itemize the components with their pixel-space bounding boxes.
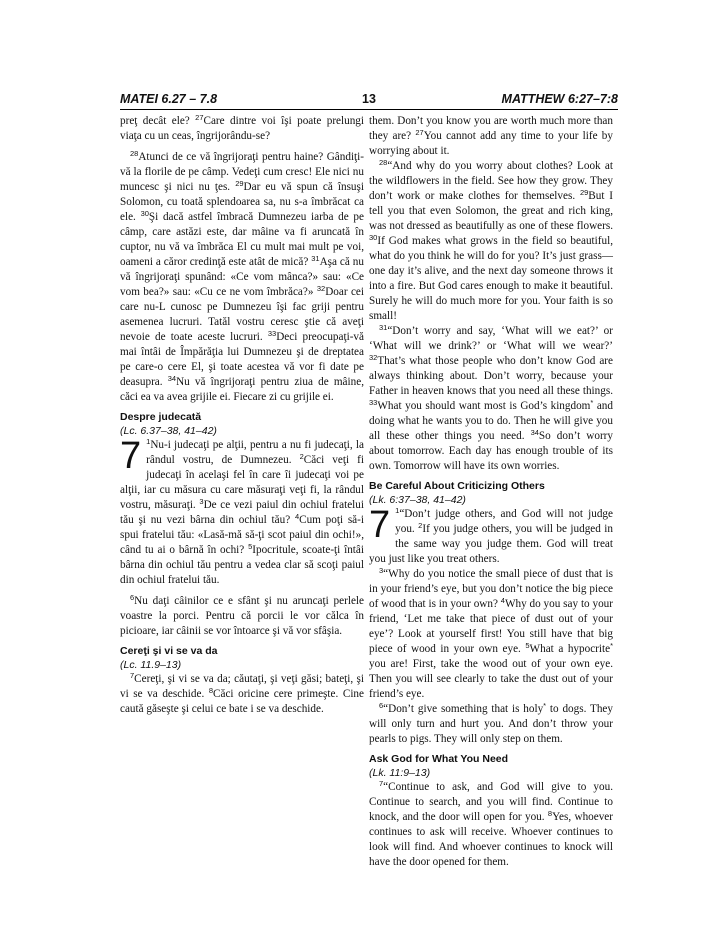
header-right: MATTHEW 6:27–7:8 (501, 92, 618, 106)
paragraph: $^6$“Don’t give something that is holy* to dogs. They will only turn and hurt you. And don’t throw your pearls to pigs. They will only step on them. (369, 701, 613, 745)
verse-number: 7 (379, 779, 384, 788)
verse-number: 27 (415, 128, 424, 137)
column-english (369, 114, 613, 870)
paragraph: them. Don’t you know you are worth much more than they are? $^{27}$You cannot add any time to your life by worrying about it. (369, 115, 613, 157)
paragraph: $^6$Nu daţi câinilor ce e sfânt şi nu aruncaţi perlele voastre la porci. Pentru că porcii le vor călca în picioare, iar câinii se vor întoarce şi vă vor sfâşia. (120, 593, 364, 637)
cross-reference: (Lk. 6:37–38, 41–42) (369, 494, 466, 506)
verse-number: 30 (140, 209, 149, 218)
verse-number: 3 (199, 497, 204, 506)
cross-reference: (Lc. 11.9–13) (120, 659, 182, 671)
glossary-mark: * (590, 398, 594, 407)
section-heading: Cereţi şi vi se va da (120, 645, 218, 657)
paragraph: $^{28}$“And why do you worry about clothes? Look at the wildflowers in the field. See how they grow. They don’t work or make clothes for themselves. $^{29}$But I tell you that even Solomon, the great and rich king, was not dressed as beautifully as one of these flowers. $^{30}$If God makes what grows in the field so beautiful, what do you think he will do for you? It’s just grass—one day it’s alive, and the next day someone throws it into a fire. But God cares enough to make it beautiful. Surely he will do much more for you. Your faith is so small! (369, 158, 613, 322)
cross-reference: (Lk. 11:9–13) (369, 767, 431, 779)
verse-number: 1 (395, 506, 400, 515)
section-heading: Be Careful About Criticizing Others (369, 480, 545, 492)
verse-number: 1 (146, 437, 151, 446)
running-header (120, 92, 618, 108)
chapter-number: 7 (120, 435, 142, 477)
verse-number: 6 (379, 701, 384, 710)
verse-number: 33 (369, 398, 378, 407)
paragraph: $^3$“Why do you notice the small piece of dust that is in your friend’s eye, but you don’t notice the big piece of wood that is in your own? $^4$Why do you say to your friend, ‘Let me take that piece of dust out of your eye’? Look at yourself first! You still have that big piece of wood in your own eye. $^5$What a hypocrite* you are! First, take the wood out of your own eye. Then you will see clearly to take the dust out of your friend’s eye. (369, 566, 613, 700)
verse-number: 32 (369, 353, 378, 362)
page-number: 13 (362, 92, 376, 106)
verse-number: 8 (208, 686, 214, 695)
verse-number: 29 (235, 179, 244, 188)
header-left: MATEI 6.27 – 7.8 (120, 92, 218, 106)
verse-number: 3 (379, 566, 384, 575)
glossary-mark: * (610, 641, 613, 650)
verse-number: 31 (379, 323, 388, 332)
verse-number: 8 (547, 809, 553, 818)
verse-number: 33 (267, 329, 277, 338)
verse-number: 29 (579, 188, 589, 197)
paragraph: $^7$Cereţi, şi vi se va da; căutaţi, şi veţi găsi; bateţi, şi vi se va deschide. $^8$Căci oricine cere primeşte. Cine caută găseşte şi celui ce bate i se va deschide. (120, 671, 364, 715)
cross-reference: (Lc. 6.37–38, 41–42) (120, 425, 217, 437)
verse-number: 5 (248, 542, 253, 551)
verse-number: 2 (418, 521, 423, 530)
paragraph: $^7$“Continue to ask, and God will give to you. Continue to search, and you will find. Continue to knock, and the door will open for you. $^8$Yes, whoever continues to ask will receive. Whoever continues to look will find. And whoever continues to knock will have the door opened for them. (369, 779, 614, 868)
verse-number: 34 (167, 374, 177, 383)
verse-number: 7 (130, 671, 135, 680)
verse-number: 32 (316, 284, 326, 293)
verse-number: 28 (130, 149, 139, 158)
verse-number: 4 (500, 596, 505, 605)
column-romanian (120, 114, 364, 717)
header-rule (120, 109, 618, 110)
verse-number: 5 (525, 641, 530, 650)
verse-number: 34 (530, 428, 539, 437)
verse-number: 2 (299, 452, 304, 461)
paragraph: $^{31}$“Don’t worry and say, ‘What will we eat?’ or ‘What will we drink?’ or ‘What will we wear?’ $^{32}$That’s what those people who don’t know God are always thinking about. Don’t worry, because your Father in heaven knows that you need all these things. $^{33}$What you should want most is God’s kingdom* and doing what he wants you to do. Then he will give you all these other things you need. $^{34}$So don’t worry about tomorrow. Each day has enough trouble of its own. Tomorrow will have its own worries. (369, 323, 613, 472)
paragraph: 7 $^1$Nu-i judecaţi pe alţii, pentru a nu fi judecaţi, la rândul vostru, de Dumnezeu. $^2$Căci veţi fi judecaţi în acelaşi fel în care îi judecaţi voi pe alţii, iar cu măsura cu care măsuraţi veţi fi, la rândul vostru, măsuraţi. $^3$De ce vezi paiul din ochiul fratelui tău şi nu vezi bârna din ochiul tău? $^4$Cum poţi să-i spui fratelui tău: «Lasă-mă să-ţi scot paiul din ochi!», când tu ai o bârnă în ochi? $^5$Ipocritule, scoate-ţi întâi bârna din ochiul tău pentru a vedea clar să scoţi paiul din ochiul fratelui tău. (120, 435, 364, 586)
section-heading: Despre judecată (120, 411, 202, 423)
paragraph: $^{28}$Atunci de ce vă îngrijoraţi pentru haine? Gândiţi-vă la florile de pe câmp. Vedeţi cum cresc! Ele nici nu muncesc şi nici nu ţes. $^{29}$Dar eu vă spun că însuşi Solomon, cu toată splendoarea sa, nu s-a îmbrăcat ca ele. $^{30}$Şi dacă astfel îmbracă Dumnezeu iarba de pe câmp, care astăzi este, dar mâine va fi aruncată în cuptor, nu vă va îmbrăca El cu mult mai mult pe voi, oameni a căror credinţă este atât de mică? $^{31}$Aşa că nu vă îngrijoraţi spunând: «Ce vom mânca?» sau: «Ce vom bea?» sau: «Cu ce ne vom îmbrăca?» $^{32}$Doar cei care nu-L cunosc pe Dumnezeu îşi fac griji pentru asemenea lucruri. Tatăl vostru ceresc ştie că aveţi nevoie de toate aceste lucruri. $^{33}$Deci preocupaţi-vă mai întâi de Împărăţia lui Dumnezeu şi de dreptatea pe care-o cere El, şi toate acestea vă vor fi date pe deasupra. $^{34}$Nu vă îngrijoraţi pentru ziua de mâine, căci ea va avea grijile ei. Fiecare zi cu grijile ei. (120, 149, 364, 403)
verse-number: 28 (379, 158, 388, 167)
paragraph: 7 $^1$“Don’t judge others, and God will not judge you. $^2$If you judge others, you will be judged in the same way you judge them. God will treat you just like you treat others. (369, 504, 614, 565)
chapter-number: 7 (369, 504, 391, 546)
verse-number: 6 (130, 593, 135, 602)
verse-number: 30 (369, 233, 378, 242)
verse-number: 31 (311, 254, 320, 263)
verse-number: 4 (294, 512, 300, 521)
glossary-mark: * (543, 701, 547, 710)
verse-number: 27 (195, 113, 204, 122)
section-heading: Ask God for What You Need (369, 753, 509, 765)
paragraph: preţ decât ele? $^{27}$Care dintre voi îşi poate prelungi viaţa cu un ceas, îngrijorându-se? (120, 113, 365, 142)
